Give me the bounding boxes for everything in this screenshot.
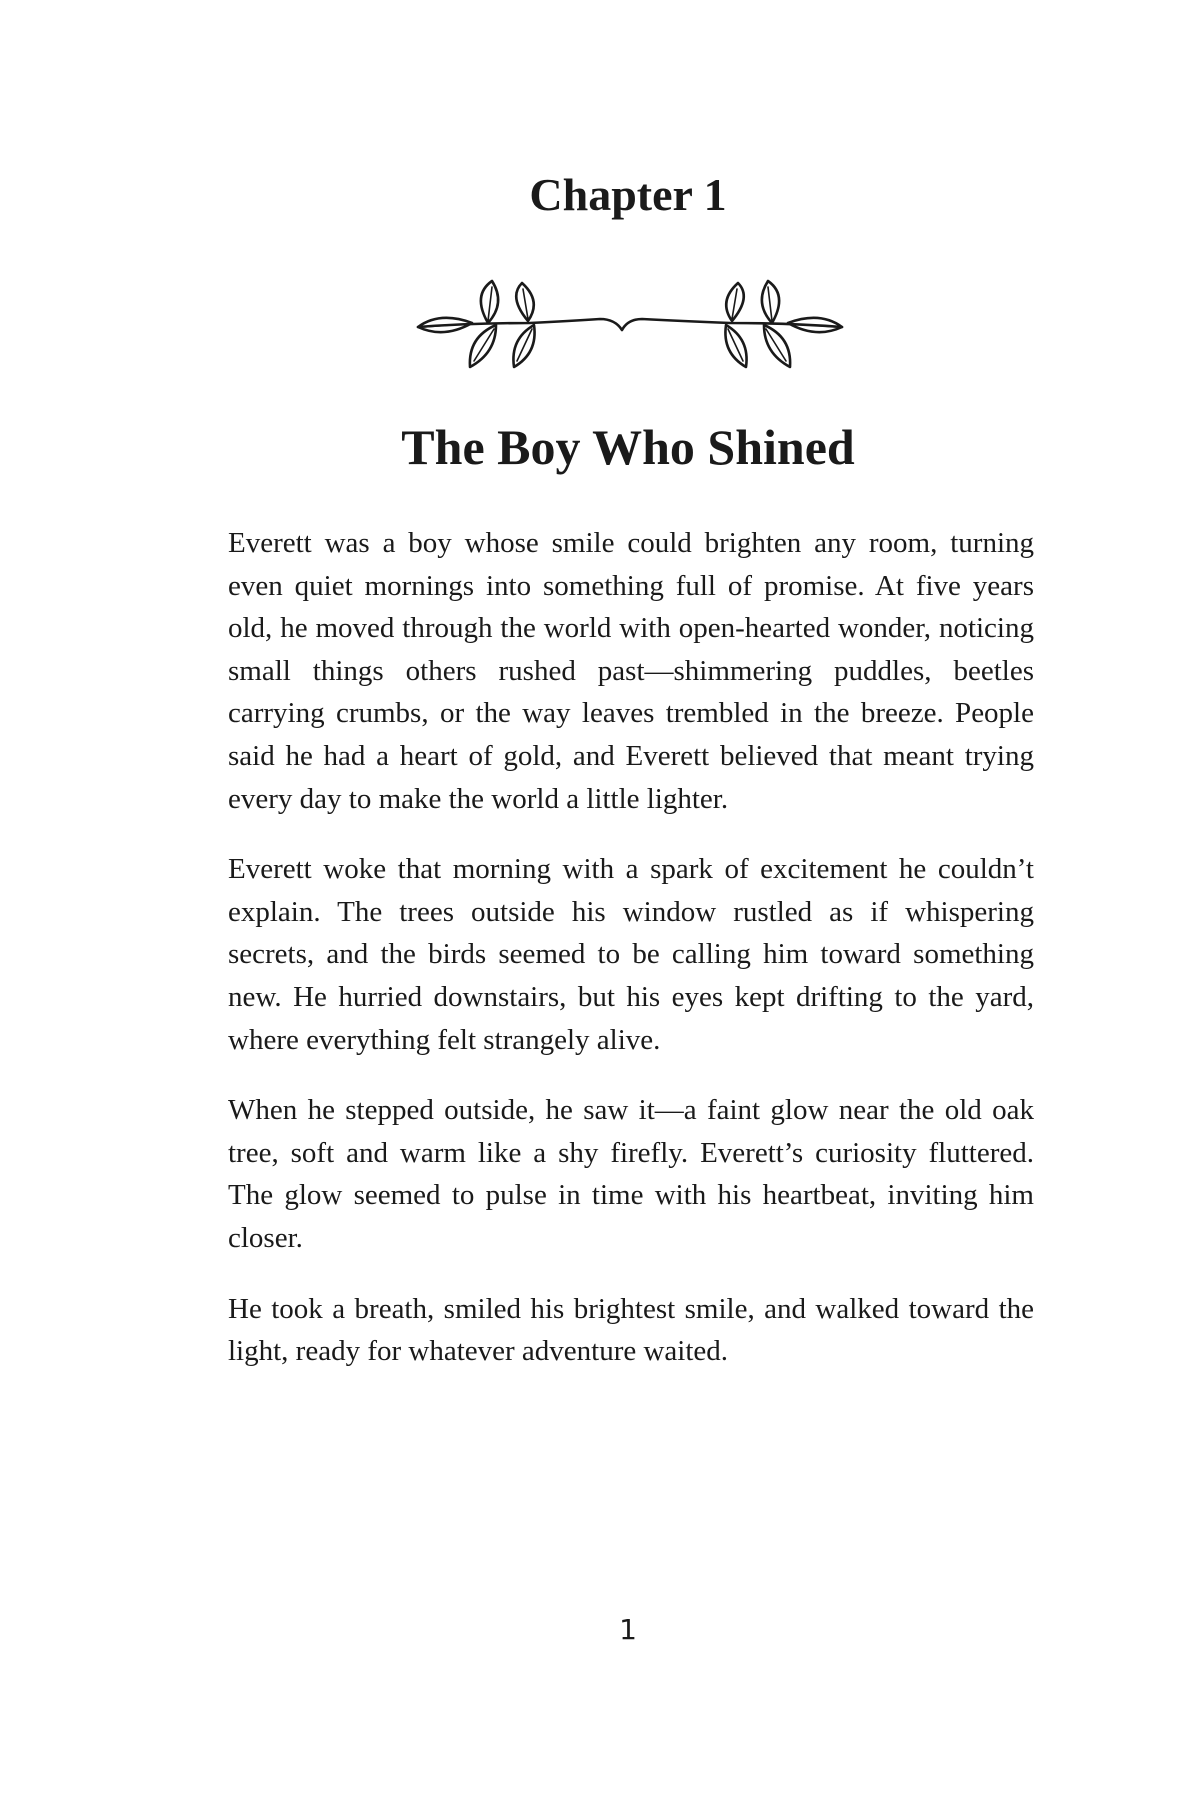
page-number: 1 xyxy=(619,1613,637,1646)
chapter-label: Chapter 1 xyxy=(529,169,727,220)
laurel-vine-divider-icon xyxy=(410,275,850,385)
chapter-title: The Boy Who Shined xyxy=(401,419,855,475)
paragraph-2: Everett woke that morning with a spark of excitement he couldn’t explain. The trees outside his window rustled as if whispering secrets, and the birds seemed to be calling him toward something new. He hurried downstairs, but his eyes kept drifting to the yard, where everything felt strangely alive. xyxy=(228,853,1034,1056)
paragraph-1: Everett was a boy whose smile could brighten any room, turning even quiet mornings into something full of promise. At five years old, he moved through the world with open-hearted wonder, noticing small things others rushed past—shimmering puddles, beetles carrying crumbs, or the way leaves trembled in the breeze. People said he had a heart of gold, and Everett believed that meant trying every day to make the world a little lighter. xyxy=(228,527,1034,815)
paragraph-3: When he stepped outside, he saw it—a faint glow near the old oak tree, soft and warm like a shy firefly. Everett’s curiosity fluttered. The glow seemed to pulse in time with his heartbeat, inviting him closer. xyxy=(228,1094,1034,1254)
paragraph-4: He took a breath, smiled his brightest smile, and walked toward the light, ready for whatever adventure waited. xyxy=(228,1292,1034,1368)
chapter-body xyxy=(228,522,1034,1401)
